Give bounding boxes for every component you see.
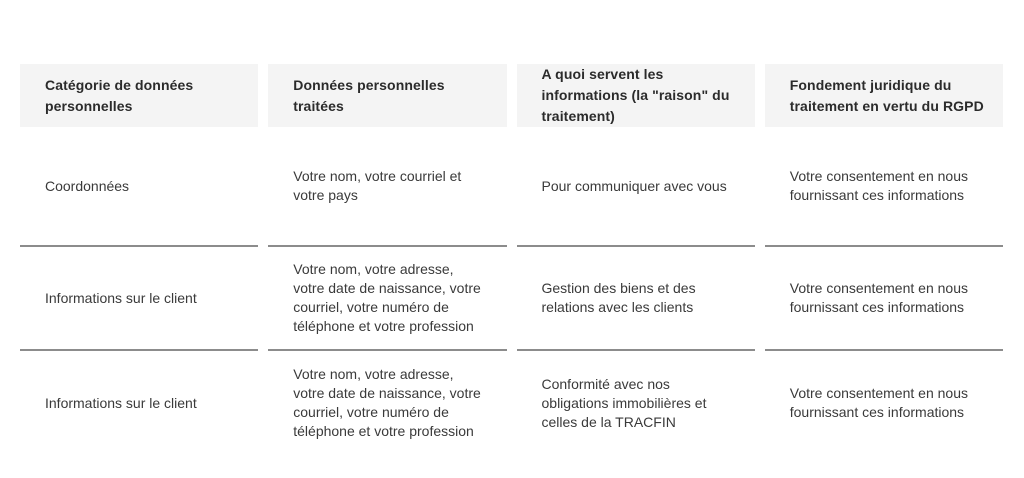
header-label: Catégorie de données personnelles — [45, 76, 194, 114]
table-grid — [20, 64, 1003, 455]
rgpd-data-table — [20, 64, 1003, 455]
table-cell — [765, 127, 1003, 247]
header-label: A quoi servent les informations (la "raison" du traitement) — [541, 66, 730, 124]
table-cell — [268, 247, 506, 351]
table-cell — [268, 351, 506, 455]
cell-text: Votre consentement en nous fournissant ces informations — [789, 280, 968, 315]
cell-text: Coordonnées — [45, 177, 130, 194]
cell-text: Informations sur le client — [45, 289, 197, 306]
cell-text: Conformité avec nos obligations immobilières et celles de la TRACFIN — [541, 375, 707, 430]
cell-text: Votre nom, votre courriel et votre pays — [293, 168, 462, 203]
table-cell — [517, 127, 755, 247]
cell-text: Votre consentement en nous fournissant ces informations — [789, 385, 968, 420]
header-cell-fondement-juridique — [765, 64, 1003, 127]
table-cell — [20, 127, 258, 247]
cell-text: Informations sur le client — [45, 394, 197, 411]
cell-text: Votre consentement en nous fournissant ces informations — [789, 168, 968, 203]
cell-text: Votre nom, votre adresse, votre date de naissance, votre courriel, votre numéro de téléphone et votre profession — [293, 261, 481, 334]
header-label: Fondement juridique du traitement en vertu du RGPD — [789, 76, 984, 114]
table-cell — [268, 127, 506, 247]
cell-text: Pour communiquer avec vous — [541, 177, 727, 194]
header-cell-donnees-traitees — [268, 64, 506, 127]
table-cell — [20, 247, 258, 351]
table-cell — [20, 351, 258, 455]
header-label: Données personnelles traitées — [293, 76, 445, 114]
table-cell — [517, 351, 755, 455]
header-cell-raison-traitement — [517, 64, 755, 127]
header-cell-categorie — [20, 64, 258, 127]
table-cell — [765, 351, 1003, 455]
cell-text: Votre nom, votre adresse, votre date de naissance, votre courriel, votre numéro de téléphone et votre profession — [293, 366, 481, 439]
table-cell — [517, 247, 755, 351]
table-cell — [765, 247, 1003, 351]
cell-text: Gestion des biens et des relations avec les clients — [541, 280, 696, 315]
